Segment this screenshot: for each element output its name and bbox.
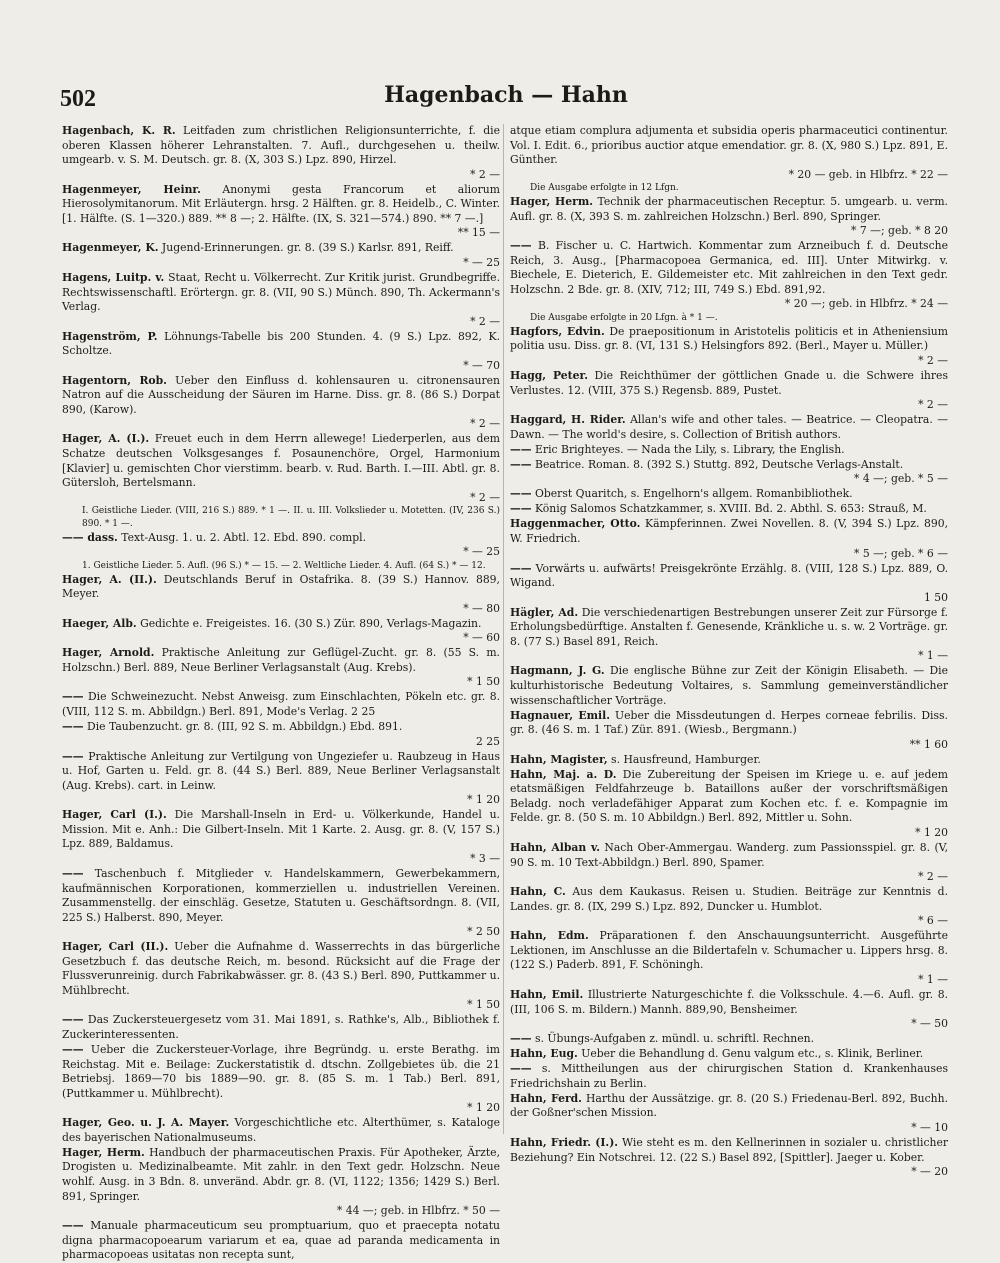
- entry-text: Nach Ober-Ammergau. Wanderg. zum Passionsspiel. gr. 8. (V, 90 S. m. 10 Text-Abbildgn.) Berl. 890, Spamer.: [510, 841, 948, 869]
- bibliography-entry: [510, 753, 948, 768]
- bibliography-entry: [510, 885, 948, 929]
- entry-author: ——: [510, 1032, 532, 1046]
- entry-author: Hagenmeyer, K.: [62, 241, 159, 255]
- entry-text: Wie steht es m. den Kellnerinnen in sozialer u. christlicher Beziehung? Ein Notschrei. 12. (22 S.) Basel 892, [Spittler]. Jaeger u. Kober.: [510, 1135, 948, 1164]
- entry-text: Kämpferinnen. Zwei Novellen. 8. (V, 394 S.) Lpz. 890, W. Friedrich.: [510, 517, 948, 546]
- entry-price: * 20 —; geb. in Hlbfrz. * 24 —: [784, 297, 948, 311]
- entry-author: Hager, Carl (II.).: [62, 940, 169, 954]
- page-header: [60, 82, 952, 116]
- left-column: [62, 124, 501, 1262]
- entry-author: ——: [62, 1013, 84, 1027]
- bibliography-entry: [510, 1047, 948, 1062]
- entry-author: ——: [62, 1043, 84, 1057]
- entry-text: Handbuch der pharmaceutischen Praxis. Für Apotheker, Ärzte, Drogisten u. Medizinalbeamte. Mit zahlr. in den Text gedr. Holzschn. Neue wohlf. Ausg. in 3 Bdn. 8. unveränd. Abdr. gr. 8. (VI, 1122; 1356; 1429 S.) Berl. 891, Springer.: [62, 1145, 501, 1203]
- entry-author: Haeger, Alb.: [62, 616, 137, 630]
- bibliography-entry: [62, 432, 500, 530]
- bibliography-entry: [62, 940, 500, 1013]
- entry-price: * — 25: [463, 255, 500, 269]
- bibliography-entry: [62, 183, 500, 241]
- bibliography-entry: [510, 195, 948, 239]
- entry-author: Hagfors, Edvin.: [510, 324, 605, 338]
- entry-text: Ueber den Einfluss d. kohlensauren u. citronensauren Natron auf die Ausscheidung der Säuren im Harne. Diss. gr. 8. (86 S.) Dorpat 890, (Karow).: [62, 373, 501, 416]
- bibliography-entry: [62, 617, 500, 646]
- entry-author: Hahn, Ferd.: [510, 1091, 582, 1105]
- entry-author: Hager, Carl (I.).: [62, 808, 167, 822]
- entry-text: König Salomos Schatzkammer, s. XVIII. Bd. 2. Abthl. S. 653: Strauß, M.: [535, 502, 927, 516]
- entry-price: * 1 20: [915, 825, 948, 839]
- entry-author: Hagens, Luitp. v.: [62, 270, 165, 284]
- bibliography-entry: [62, 867, 500, 940]
- entry-text: Praktische Anleitung zur Geflügel-Zucht. gr. 8. (55 S. m. Holzschn.) Berl. 889, Neue Berliner Verlagsanstalt (Aug. Krebs).: [62, 646, 500, 674]
- bibliography-entry: [510, 458, 948, 487]
- entry-text: Deutschlands Beruf in Ostafrika. 8. (39 S.) Hannov. 889, Meyer.: [62, 572, 500, 601]
- entry-author: Hager, Geo. u. J. A. Mayer.: [62, 1116, 230, 1130]
- bibliography-entry: [510, 487, 948, 502]
- bibliography-entry: [510, 443, 948, 458]
- entry-author: Haggenmacher, Otto.: [510, 517, 641, 531]
- entry-price: ** 1 60: [909, 737, 948, 751]
- entry-text: Ueber die Missdeutungen d. Herpes corneae febrilis. Diss. gr. 8. (46 S. m. 1 Taf.) Zür. 891. (Wiesb., Bergmann.): [510, 708, 948, 737]
- bibliography-entry: [62, 573, 500, 617]
- entry-author: Hagg, Peter.: [510, 369, 588, 383]
- bibliography-entry: [510, 124, 948, 195]
- entry-text: Eric Brighteyes. — Nada the Lily, s. Library, the English.: [535, 442, 845, 456]
- entry-price: * 5 —; geb. * 6 —: [853, 546, 948, 560]
- entry-text: Gedichte e. Freigeistes. 16. (30 S.) Zür. 890, Verlags-Magazin.: [140, 616, 482, 630]
- entry-price: * 20 — geb. in Hlbfrz. * 22 —: [788, 167, 948, 181]
- bibliography-entry: [510, 562, 948, 606]
- entry-text: Die Schweinezucht. Nebst Anweisg. zum Einschlachten, Pökeln etc. gr. 8. (VIII, 112 S. m. Abbildgn.) Berl. 891, Mode's Verlag. 2 25: [62, 690, 500, 718]
- entry-author: Hager, Arnold.: [62, 646, 155, 660]
- entry-author: Hahn, C.: [510, 885, 566, 899]
- bibliography-entry: [510, 517, 948, 561]
- entry-price: * 2 —: [918, 353, 948, 367]
- bibliography-entry: [510, 664, 948, 708]
- entry-text: Die Zubereitung der Speisen im Kriege u. e. auf jedem etatsmäßigen Feldfahrzeuge b. Bataillons außer der vorschriftsmäßigen Beladg. noch verladefähiger Apparat zum Kochen etc. f. e. Kompagnie im Felde. gr. 8. (50 S. m. 10 Abbildgn.) Berl. 892, Mittler u. Sohn.: [510, 767, 948, 825]
- entry-author: ——: [62, 866, 84, 880]
- entry-text: Freuet euch in dem Herrn allewege! Liederperlen, aus dem Schatze deutschen Volksgesanges f. Posaunenchöre, Orgel, Harmonium [Klavier] u. gemischten Chor vierstimm. bearb. v. Rud. Barth. I.—III. Abtl. gr. 8. Gütersloh, Bertelsmann.: [62, 432, 501, 490]
- entry-author: ——: [62, 1219, 84, 1233]
- bibliography-entry: [62, 241, 500, 270]
- bibliography-entry: [62, 374, 500, 432]
- entry-text: Die Taubenzucht. gr. 8. (III, 92 S. m. Abbildgn.) Ebd. 891.: [87, 720, 403, 733]
- entry-text: Vorwärts u. aufwärts! Preisgekrönte Erzählg. 8. (VIII, 128 S.) Lpz. 889, O. Wigand.: [510, 561, 948, 590]
- bibliography-entry: [62, 1219, 500, 1263]
- entry-price: * 2 —: [470, 167, 500, 181]
- right-column: [510, 124, 948, 1224]
- entry-author: Hagenbach, K. R.: [62, 124, 176, 137]
- entry-author: Hager, A. (I.).: [62, 432, 150, 446]
- entry-text: Leitfaden zum christlichen Religionsunterrichte, f. die oberen Klassen höherer Lehranstalten. 7. Aufl., durchgesehen u. theilw. umgearb. v. S. M. Deutsch. gr. 8. (X, 303 S.) Lpz. 890, Hirzel.: [62, 124, 500, 167]
- entry-price: * 2 —: [918, 870, 948, 884]
- entry-author: Hagenström, P.: [62, 329, 158, 343]
- entry-text: B. Fischer u. C. Hartwich. Kommentar zum Arzneibuch f. d. Deutsche Reich, 3. Ausg., [Pharmacopoea Germanica, ed. III]. Unter Mitwirkg. v. Biechele, E. Dieterich, E. Gildemeister etc. Mit zahlreichen in den Text gedr. Holzschn. 2 Bde. gr. 8. (XIV, 712; III, 749 S.) Ebd. 891,92.: [510, 239, 948, 296]
- entry-price: * — 25: [463, 545, 500, 559]
- bibliography-entry: [62, 750, 500, 808]
- bibliography-entry: [62, 690, 500, 719]
- entry-author: ——: [510, 239, 532, 253]
- entry-price: * 6 —: [918, 914, 948, 928]
- entry-note: I. Geistliche Lieder. (VIII, 216 S.) 889. * 1 —. II. u. III. Volkslieder u. Motetten. (IV, 236 S.) 890. * 1 —.: [82, 506, 500, 529]
- bibliography-entry: [510, 988, 948, 1032]
- bibliography-entry: [510, 841, 948, 885]
- entry-price: * 2 —: [470, 417, 500, 431]
- entry-price: * 4 —; geb. * 5 —: [853, 472, 948, 486]
- entry-author: Hager, A. (II.).: [62, 572, 157, 586]
- entry-text: s. Übungs-Aufgaben z. mündl. u. schriftl. Rechnen.: [535, 1032, 815, 1046]
- bibliography-entry: [510, 1136, 948, 1180]
- entry-note: Die Ausgabe erfolgte in 12 Lfgn.: [530, 183, 679, 194]
- entry-author: Hagentorn, Rob.: [62, 373, 167, 387]
- running-head: Hagenbach — Hahn: [384, 82, 628, 108]
- bibliography-entry: [510, 502, 948, 517]
- entry-text: Löhnungs-Tabelle bis 200 Stunden. 4. (9 S.) Lpz. 892, K. Scholtze.: [62, 329, 501, 358]
- entry-text: De praepositionum in Aristotelis politicis et in Atheniensium politia usu. Diss. gr. 8. (VI, 131 S.) Helsingfors 892. (Berl., Mayer u. Müller.): [510, 324, 949, 353]
- entry-author: Hahn, Maj. a. D.: [510, 767, 617, 781]
- entry-text: Staat, Recht u. Völkerrecht. Zur Kritik jurist. Grundbegriffe. Rechtswissenschaftl. Erörtergn. gr. 8. (VII, 90 S.) Münch. 890, Th. Ackermann's Verlag.: [62, 270, 501, 314]
- entry-price: * — 70: [463, 358, 500, 372]
- entry-text: Taschenbuch f. Mitglieder v. Handelskammern, Gewerbekammern, kaufmännischen Korporationen, kommerziellen u. industriellen Vereinen. Zusammenstellg. der einschläg. Gesetze, Statuten u. Geschäftsordngn. 8. (VII, 225 S.) Halberst. 890, Meyer.: [62, 866, 501, 924]
- entry-author: Hahn, Magister,: [510, 752, 608, 766]
- entry-author: Hagnauer, Emil.: [510, 708, 610, 722]
- bibliography-entry: [62, 330, 500, 374]
- entry-text: Allan's wife and other tales. — Beatrice. — Cleopatra. — Dawn. — The world's desire, s. Collection of British authors.: [510, 413, 948, 441]
- entry-text: Illustrierte Naturgeschichte f. die Volksschule. 4.—6. Aufl. gr. 8. (III, 106 S. m. Bildern.) Mannh. 889,90, Bensheimer.: [510, 987, 949, 1016]
- entry-author: ——: [510, 502, 532, 516]
- entry-price: * 2 —: [918, 398, 948, 412]
- bibliography-entry: [62, 1116, 500, 1145]
- entry-price: * 1 20: [467, 793, 500, 807]
- bibliography-entry: [510, 239, 948, 324]
- entry-author: ——: [510, 561, 532, 575]
- entry-author: Hager, Herm.: [510, 195, 593, 209]
- entry-author: ——: [62, 720, 84, 733]
- entry-price: 1 50: [923, 590, 948, 604]
- entry-text: Die Reichthümer der göttlichen Gnade u. die Schwere ihres Verlustes. 12. (VIII, 375 S.) Regensb. 889, Pustet.: [510, 369, 948, 397]
- entry-author: ——: [62, 749, 84, 763]
- entry-text: Die Marshall-Inseln in Erd- u. Völkerkunde, Handel u. Mission. Mit e. Anh.: Die Gilbert-Inseln. Mit 1 Karte. 2. Ausg. gr. 8. (V, 157 S.) Lpz. 889, Baldamus.: [62, 808, 500, 851]
- bibliography-entry: [62, 531, 500, 573]
- entry-price: * — 60: [463, 631, 500, 645]
- entry-text: Jugend-Erinnerungen. gr. 8. (39 S.) Karlsr. 891, Reiff.: [161, 241, 454, 255]
- entry-author: Hager, Herm.: [62, 1145, 145, 1159]
- entry-author: Hägler, Ad.: [510, 605, 579, 619]
- bibliography-entry: [510, 929, 948, 987]
- entry-note: 1. Geistliche Lieder. 5. Aufl. (96 S.) * — 15. — 2. Weltliche Lieder. 4. Aufl. (64 S.) * — 12.: [82, 560, 486, 571]
- entry-text: Ueber die Behandlung d. Genu valgum etc., s. Klinik, Berliner.: [581, 1047, 924, 1061]
- entry-price: * 2 50: [467, 925, 500, 939]
- entry-price: * 1 50: [467, 675, 500, 689]
- entry-author: Hahn, Eug.: [510, 1047, 578, 1061]
- entry-author: Hagmann, J. G.: [510, 664, 605, 678]
- bibliography-entry: [510, 1032, 948, 1047]
- bibliography-entry: [62, 646, 500, 690]
- entry-note: Die Ausgabe erfolgte in 20 Lfgn. à * 1 —.: [530, 312, 718, 323]
- entry-price: * 44 —; geb. in Hlbfrz. * 50 —: [336, 1204, 500, 1218]
- entry-author: Haggard, H. Rider.: [510, 413, 626, 427]
- entry-text: s. Hausfreund, Hamburger.: [611, 752, 761, 766]
- entry-text: Ueber die Aufnahme d. Wasserrechts in das bürgerliche Gesetzbuch f. das deutsche Reich, m. besond. Rücksicht auf die Frage der Flussverunreinig. durch Fabrikabwässer. gr. 8. (43 S.) Berl. 890, Puttkammer u. Mühlbrecht.: [62, 940, 500, 997]
- entry-text: Text-Ausg. 1. u. 2. Abtl. 12. Ebd. 890. compl.: [121, 530, 367, 544]
- entry-price: * 2 —: [470, 490, 500, 504]
- entry-author: Hahn, Alban v.: [510, 841, 600, 855]
- entry-text: Die englische Bühne zur Zeit der Königin Elisabeth. — Die kulturhistorische Bedeutung Voltaires, s. Sammlung gemeinverständlicher wissenschaftlicher Vorträge.: [510, 664, 948, 707]
- entry-text: Harthu der Aussätzige. gr. 8. (20 S.) Friedenau-Berl. 892, Buchh. der Goßner'schen Mission.: [510, 1091, 949, 1120]
- entry-text: Anonymi gesta Francorum et aliorum Hierosolymitanorum. Mit Erläutergn. hrsg. 2 Hälften. gr. 8. Heidelb., C. Winter. [1. Hälfte. (S. 1—320.) 889. ** 8 —; 2. Hälfte. (IX, S. 321—574.) 890. ** 7 —.]: [62, 182, 500, 225]
- bibliography-entry: [510, 1062, 948, 1091]
- entry-text: Praktische Anleitung zur Vertilgung von Ungeziefer u. Raubzeug in Haus u. Hof, Garten u. Feld. gr. 8. (44 S.) Berl. 889, Neue Berliner Verlagsanstalt (Aug. Krebs). cart. in Leinw.: [62, 749, 500, 792]
- entry-price: * — 80: [463, 601, 500, 615]
- entry-price: * 3 —: [470, 851, 500, 865]
- bibliography-entry: [62, 1146, 500, 1219]
- bibliography-entry: [62, 271, 500, 329]
- page-number: 502: [60, 86, 96, 112]
- entry-text: Ueber die Zuckersteuer-Vorlage, ihre Begründg. u. erste Berathg. im Reichstag. Mit e. Beilage: Zuckerstatistik d. dtschn. Zollgebietes üb. die 21 Betriebsj. 1869—70 bis 1889—90. gr. 8. (85 S. m. 1 Tab.) Berl. 891, (Puttkammer u. Mühlbrecht).: [62, 1043, 500, 1100]
- entry-author: Hahn, Friedr. (I.).: [510, 1135, 619, 1149]
- entry-text: s. Mittheilungen aus der chirurgischen Station d. Krankenhauses Friedrichshain zu Berlin.: [510, 1062, 948, 1090]
- entry-text: Aus dem Kaukasus. Reisen u. Studien. Beiträge zur Kenntnis d. Landes. gr. 8. (IX, 299 S.) Lpz. 892, Duncker u. Humblot.: [510, 885, 949, 913]
- entry-price: * 1 50: [467, 998, 500, 1012]
- entry-author: ——: [510, 442, 532, 456]
- bibliography-entry: [510, 606, 948, 664]
- entry-author: ——: [62, 690, 84, 704]
- entry-author: ——: [510, 487, 532, 501]
- entry-text: Die verschiedenartigen Bestrebungen unserer Zeit zur Fürsorge f. Erholungsbedürftige. Anstalten f. Genesende, Kränkliche u. s. w. 2 Vorträge. gr. 8. (77 S.) Basel 891, Reich.: [510, 605, 948, 648]
- entry-price: * 1 —: [918, 649, 948, 663]
- bibliography-entry: [510, 369, 948, 413]
- bibliography-entry: [62, 808, 500, 866]
- entry-author: ——: [510, 457, 532, 471]
- bibliography-entry: [62, 1043, 500, 1116]
- entry-text: atque etiam complura adjumenta et subsidia operis pharmaceutici continentur. Vol. I. Edit. 6., prioribus auctior atque emendatior. gr. 8. (X, 980 S.) Lpz. 891, E. Günther.: [510, 124, 948, 167]
- entry-price: ** 15 —: [457, 226, 500, 240]
- entry-price: 2 25: [475, 734, 500, 748]
- entry-author: Hahn, Emil.: [510, 987, 584, 1001]
- bibliography-entry: [510, 325, 948, 369]
- entry-price: * 7 —; geb. * 8 20: [851, 224, 948, 238]
- entry-author: —— dass.: [62, 530, 118, 544]
- entry-price: * — 20: [911, 1165, 948, 1179]
- entry-price: * — 50: [911, 1017, 948, 1031]
- entry-text: Oberst Quaritch, s. Engelhorn's allgem. Romanbibliothek.: [535, 487, 853, 501]
- entry-text: Manuale pharmaceuticum seu promptuarium, quo et praecepta notatu digna pharmacopoearum variarum et ea, quae ad paranda medicamenta in pharmacopoeas usitatas non recepta sunt,: [62, 1219, 500, 1262]
- entry-author: Hagenmeyer, Heinr.: [62, 182, 201, 196]
- entry-text: Technik der pharmaceutischen Receptur. 5. umgearb. u. verm. Aufl. gr. 8. (X, 393 S. m. zahlreichen Holzschn.) Berl. 890, Springer.: [510, 195, 948, 223]
- bibliography-entry: [510, 768, 948, 841]
- entry-price: * 1 20: [467, 1101, 500, 1115]
- entry-text: Beatrice. Roman. 8. (392 S.) Stuttg. 892, Deutsche Verlags-Anstalt.: [535, 457, 904, 471]
- entry-price: * 1 —: [918, 972, 948, 986]
- bibliography-entry: [510, 709, 948, 753]
- entry-price: * — 10: [911, 1120, 948, 1134]
- bibliography-entry: [62, 1013, 500, 1042]
- column-divider: [503, 124, 504, 1134]
- entry-text: Das Zuckersteuergesetz vom 31. Mai 1891, s. Rathke's, Alb., Bibliothek f. Zuckerinteressenten.: [62, 1013, 500, 1041]
- entry-price: * 2 —: [470, 314, 500, 328]
- entry-author: Hahn, Edm.: [510, 929, 589, 943]
- entry-text: Präparationen f. den Anschauungsunterricht. Ausgeführte Lektionen, im Anschlusse an die Bildertafeln v. Schumacher u. Lippers hrsg. 8. (122 S.) Paderb. 891, F. Schöningh.: [510, 929, 948, 972]
- bibliography-entry: [62, 720, 500, 749]
- bibliography-entry: [510, 413, 948, 442]
- entry-author: ——: [510, 1062, 532, 1076]
- entry-text: Vorgeschichtliche etc. Alterthümer, s. Kataloge des bayerischen Nationalmuseums.: [62, 1116, 501, 1144]
- bibliography-entry: [510, 1092, 948, 1136]
- bibliography-entry: [62, 124, 500, 182]
